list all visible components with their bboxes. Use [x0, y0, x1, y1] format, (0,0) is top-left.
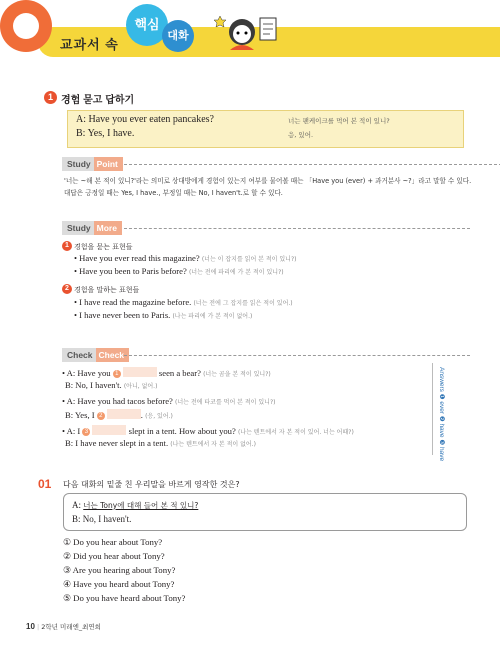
check-text: seen a bear? [158, 368, 201, 378]
question-number: 01 [38, 477, 52, 491]
question-line-a-speaker: A: [72, 500, 84, 510]
question-dialogue-box [63, 493, 467, 531]
check-translation: (응, 있어.) [145, 413, 173, 420]
study-more-example [74, 253, 296, 263]
study-more-group2-number: 2 [62, 284, 72, 294]
example-english: • Have you ever read this magazine? [74, 253, 200, 263]
check-tag-check1: Check [62, 348, 96, 362]
header-illustration-icon [208, 10, 288, 58]
answers-divider [432, 363, 433, 455]
answer-blank[interactable] [92, 425, 126, 435]
check-item-3-b [65, 438, 256, 448]
answer-blank[interactable] [123, 367, 157, 377]
check-item-2-b [65, 409, 173, 420]
check-text: B: No, I haven't. [65, 380, 122, 390]
answer-blank[interactable] [107, 409, 141, 419]
question-underlined-korean: 너는 Tony에 대해 들어 본 적 있니? [83, 501, 199, 510]
example-translation: (너는 전에 파리에 가 본 적이 있니?) [188, 269, 284, 276]
question-line-b: B: No, I haven't. [72, 514, 132, 524]
check-text: B: Yes, I [65, 410, 95, 420]
answer-option-4[interactable]: ④ Have you heard about Tony? [63, 579, 175, 589]
question-prompt: 다음 대화의 밑줄 친 우리말을 바르게 영작한 것은? [63, 480, 240, 489]
header-bubble-dialogue: 대화 [162, 20, 194, 52]
check-text: • A: I [62, 426, 81, 436]
check-tag-check2: Check [96, 348, 130, 362]
header-bubble-core: 핵심 [126, 4, 168, 46]
check-text: slept in a tent. How about you? [128, 426, 236, 436]
study-point-text-2: 대답은 긍정일 때는 Yes, I have., 부정일 때는 No, I haven't.로 할 수 있다. [64, 189, 283, 197]
study-more-example [74, 310, 252, 320]
header-title: 교과서 속 [60, 37, 119, 52]
section-number: 1 [44, 91, 57, 104]
header-ring-inner [13, 13, 39, 39]
example-english: • Have you been to Paris before? [74, 266, 187, 276]
study-more-example [74, 266, 284, 276]
answer-option-3[interactable]: ③ Are you hearing about Tony? [63, 565, 176, 575]
blank-number: 2 [97, 412, 105, 420]
check-item-1-b [65, 380, 157, 390]
section-title: 경험 묻고 답하기 [61, 95, 135, 106]
check-translation: (나는 텐트에서 자 본 적이 있어. 너는 어때?) [237, 429, 354, 436]
study-more-example [74, 297, 293, 307]
example-english: • I have read the magazine before. [74, 297, 192, 307]
check-text: B: I have never slept in a tent. [65, 438, 169, 448]
example-translation: (너는 이 잡지를 읽어 본 적이 있니?) [201, 256, 297, 263]
check-text: . [140, 410, 143, 420]
check-divider [124, 355, 470, 356]
check-translation: (너는 곰을 본 적이 있니?) [203, 371, 271, 378]
dialogue-line-a-translation: 너는 팬케이크를 먹어 본 적이 있니? [288, 117, 390, 125]
answers-text: Answers ❶ ever ❷ have ❸ have [438, 367, 445, 462]
answer-option-1[interactable]: ① Do you hear about Tony? [63, 537, 163, 547]
check-translation: (나는 텐트에서 자 본 적이 없어.) [170, 441, 256, 448]
check-item-2-a [62, 396, 276, 406]
check-text: • A: Have you had tacos before? [62, 396, 173, 406]
page-footer [26, 622, 101, 631]
study-more-group1-title: 경험을 묻는 표현들 [74, 243, 133, 251]
example-english: • I have never been to Paris. [74, 310, 171, 320]
study-more-tag [62, 221, 122, 235]
page-number: 10 [26, 622, 35, 631]
study-point-tag [62, 157, 123, 171]
study-more-group2-title: 경험을 말하는 표현들 [74, 286, 140, 294]
study-more-divider [124, 228, 470, 229]
check-tag [62, 348, 129, 362]
study-more-tag-more: More [94, 221, 122, 235]
study-point-text-1: '너는 ~해 본 적이 있니?'라는 의미로 상대방에게 경험이 있는지 여부를 물어볼 때는 「Have you (ever) + 과거분사 ~?」라고 말할 수 있다. [64, 177, 472, 185]
check-text: • A: Have you [62, 368, 111, 378]
blank-number: 3 [82, 428, 90, 436]
footer-text: 2학년 미래엔_최연희 [41, 623, 101, 631]
dialogue-line-b-translation: 응, 있어. [288, 131, 314, 139]
check-translation: (아니, 없어.) [123, 383, 158, 390]
study-more-tag-study: Study [62, 221, 94, 235]
question-line-a [72, 500, 198, 511]
dialogue-line-a: A: Have you ever eaten pancakes? [76, 114, 214, 125]
check-translation: (너는 전에 타코를 먹어 본 적이 있니?) [175, 399, 276, 406]
dialogue-line-b: B: Yes, I have. [76, 128, 135, 139]
check-item-3-a [62, 425, 354, 436]
study-point-divider [124, 164, 500, 165]
answers-key [437, 367, 446, 462]
study-point-tag-study: Study [62, 157, 94, 171]
check-item-1-a [62, 367, 271, 378]
example-translation: (너는 전에 그 잡지를 읽은 적이 있어.) [193, 300, 293, 307]
study-point-tag-point: Point [94, 157, 123, 171]
study-more-group1-number: 1 [62, 241, 72, 251]
answer-option-2[interactable]: ② Did you hear about Tony? [63, 551, 165, 561]
blank-number: 1 [113, 370, 121, 378]
footer-separator: | [36, 623, 40, 631]
example-translation: (나는 파리에 가 본 적이 없어.) [172, 313, 253, 320]
answer-option-5[interactable]: ⑤ Do you have heard about Tony? [63, 593, 186, 603]
